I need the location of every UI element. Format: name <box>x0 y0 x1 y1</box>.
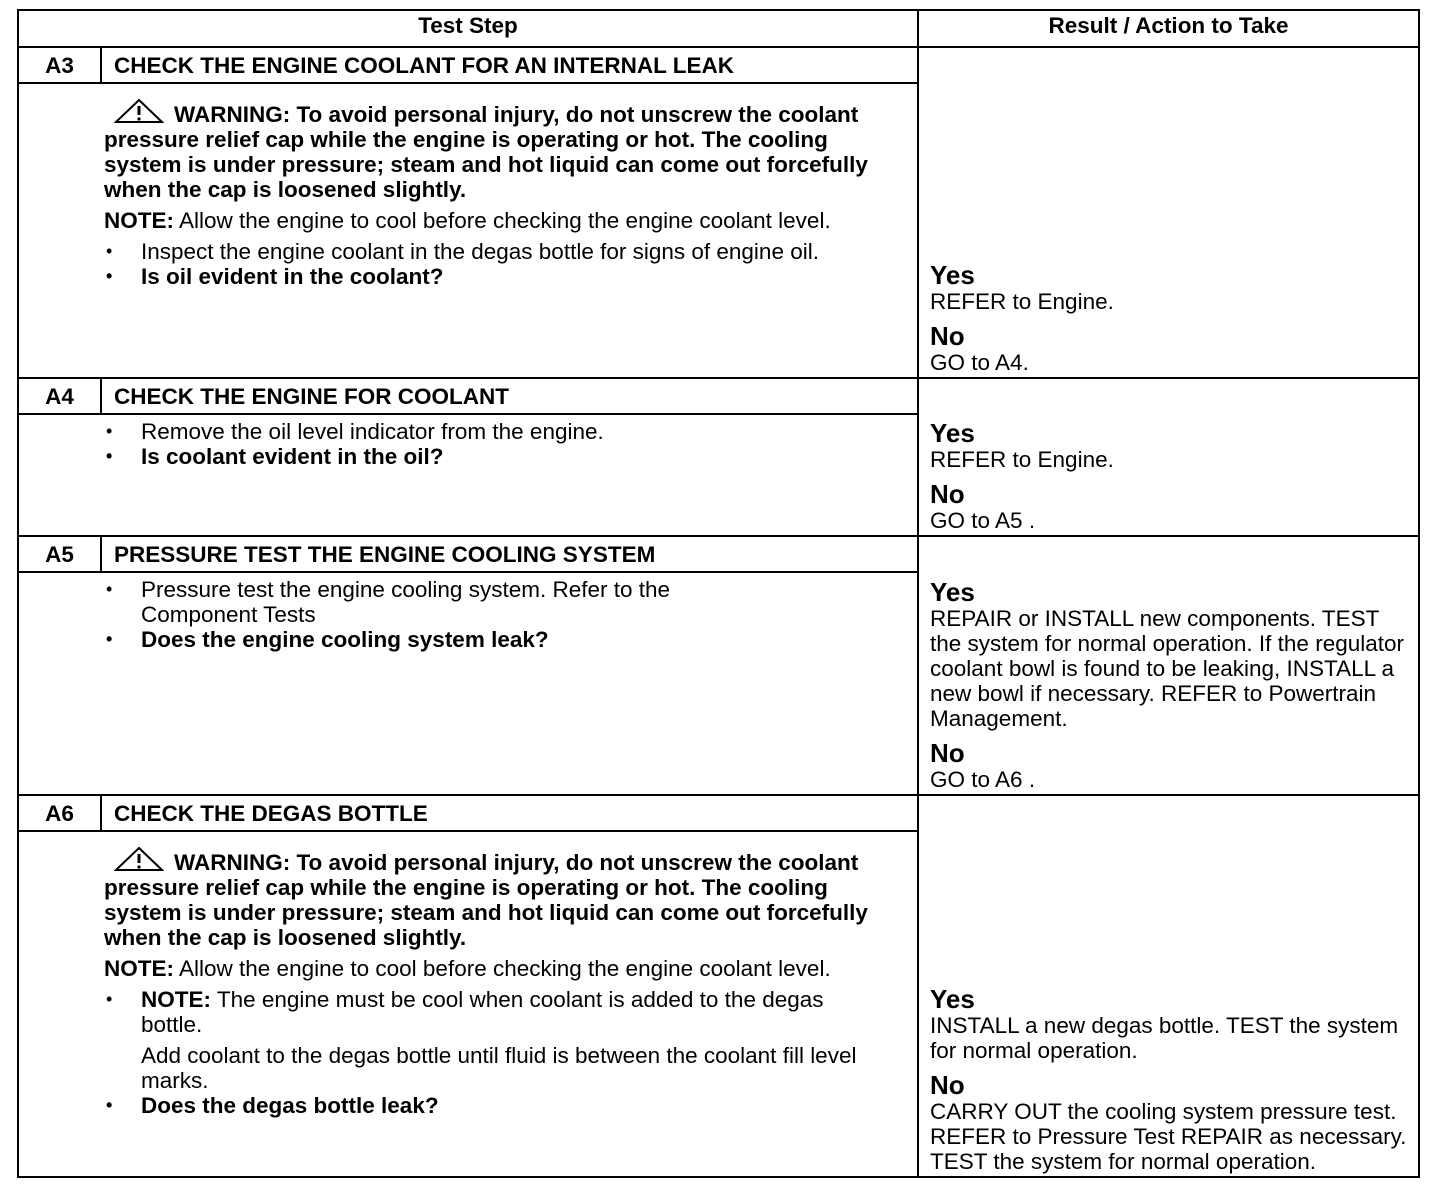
step-id: A3 <box>18 47 101 83</box>
yes-action: REPAIR or INSTALL new components. TEST the system for normal operation. If the regulator coolant bowl is found to be leaking, INSTALL a new bowl if necessary. REFER to Powertrain Management. <box>930 606 1404 731</box>
warning-triangle-icon <box>114 98 164 124</box>
no-label: No <box>930 1070 965 1100</box>
note <box>104 208 877 233</box>
table-row <box>18 378 1419 414</box>
test-step-table <box>17 9 1420 1178</box>
step-body <box>18 572 918 795</box>
note-label: NOTE: <box>104 208 174 233</box>
note-label: NOTE: <box>104 956 174 981</box>
bullet-note-text: The engine must be cool when coolant is added to the degas bottle. <box>141 987 824 1037</box>
warning-text: WARNING: To avoid personal injury, do not unscrew the coolant pressure relief cap while the engine is operating or hot. The cooling system is under pressure; steam and hot liquid can come out forcefully when the cap is loosened slightly. <box>104 102 868 202</box>
no-action: CARRY OUT the cooling system pressure test. REFER to Pressure Test REPAIR as necessary. TEST the system for normal operation. <box>930 1099 1407 1174</box>
step-question: • Is oil evident in the coolant? <box>104 264 877 289</box>
list-item: • Inspect the engine coolant in the degas bottle for signs of engine oil. <box>104 239 877 264</box>
step-id: A5 <box>18 536 101 572</box>
result-cell <box>918 47 1419 378</box>
step-body <box>18 83 918 378</box>
result-cell <box>918 378 1419 536</box>
step-id: A6 <box>18 795 101 831</box>
note <box>104 956 877 981</box>
yes-label: Yes <box>930 260 975 290</box>
no-action: GO to A4. <box>930 350 1029 375</box>
yes-label: Yes <box>930 418 975 448</box>
step-title: PRESSURE TEST THE ENGINE COOLING SYSTEM <box>101 536 918 572</box>
step-id: A4 <box>18 378 101 414</box>
no-label: No <box>930 738 965 768</box>
note-text: Allow the engine to cool before checking the engine coolant level. <box>174 956 831 981</box>
step-title: CHECK THE DEGAS BOTTLE <box>101 795 918 831</box>
table-row <box>18 795 1419 831</box>
yes-label: Yes <box>930 577 975 607</box>
table-row <box>18 536 1419 572</box>
no-label: No <box>930 479 965 509</box>
warning-triangle-icon <box>114 846 164 872</box>
yes-action: INSTALL a new degas bottle. TEST the system for normal operation. <box>930 1013 1399 1063</box>
table-row <box>18 47 1419 83</box>
list-item: • Pressure test the engine cooling system. Refer to the Component Tests <box>104 577 777 627</box>
bullet-note-label: NOTE: <box>141 987 211 1012</box>
yes-action: REFER to Engine. <box>930 289 1114 314</box>
warning-block <box>104 846 877 950</box>
no-action: GO to A6 . <box>930 767 1036 792</box>
step-question: • Is coolant evident in the oil? <box>104 444 877 469</box>
yes-action: REFER to Engine. <box>930 447 1114 472</box>
test-step-header: Test Step <box>18 10 918 47</box>
list-item <box>104 987 877 1037</box>
result-cell <box>918 795 1419 1177</box>
no-action: GO to A5 . <box>930 508 1036 533</box>
step-title: CHECK THE ENGINE COOLANT FOR AN INTERNAL LEAK <box>101 47 918 83</box>
warning-text: WARNING: To avoid personal injury, do not unscrew the coolant pressure relief cap while the engine is operating or hot. The cooling system is under pressure; steam and hot liquid can come out forcefully when the cap is loosened slightly. <box>104 850 868 950</box>
step-question: • Does the engine cooling system leak? <box>104 627 777 652</box>
result-cell <box>918 536 1419 795</box>
step-question: • Does the degas bottle leak? <box>104 1093 877 1118</box>
warning-block <box>104 98 877 202</box>
step-title: CHECK THE ENGINE FOR COOLANT <box>101 378 918 414</box>
result-action-header: Result / Action to Take <box>918 10 1419 47</box>
step-body <box>18 831 918 1177</box>
no-label: No <box>930 321 965 351</box>
step-body <box>18 414 918 536</box>
list-item: • Remove the oil level indicator from the engine. <box>104 419 877 444</box>
sub-instruction: Add coolant to the degas bottle until fluid is between the coolant fill level marks. <box>141 1043 857 1093</box>
yes-label: Yes <box>930 984 975 1014</box>
note-text: Allow the engine to cool before checking the engine coolant level. <box>174 208 831 233</box>
table-header <box>18 10 1419 47</box>
